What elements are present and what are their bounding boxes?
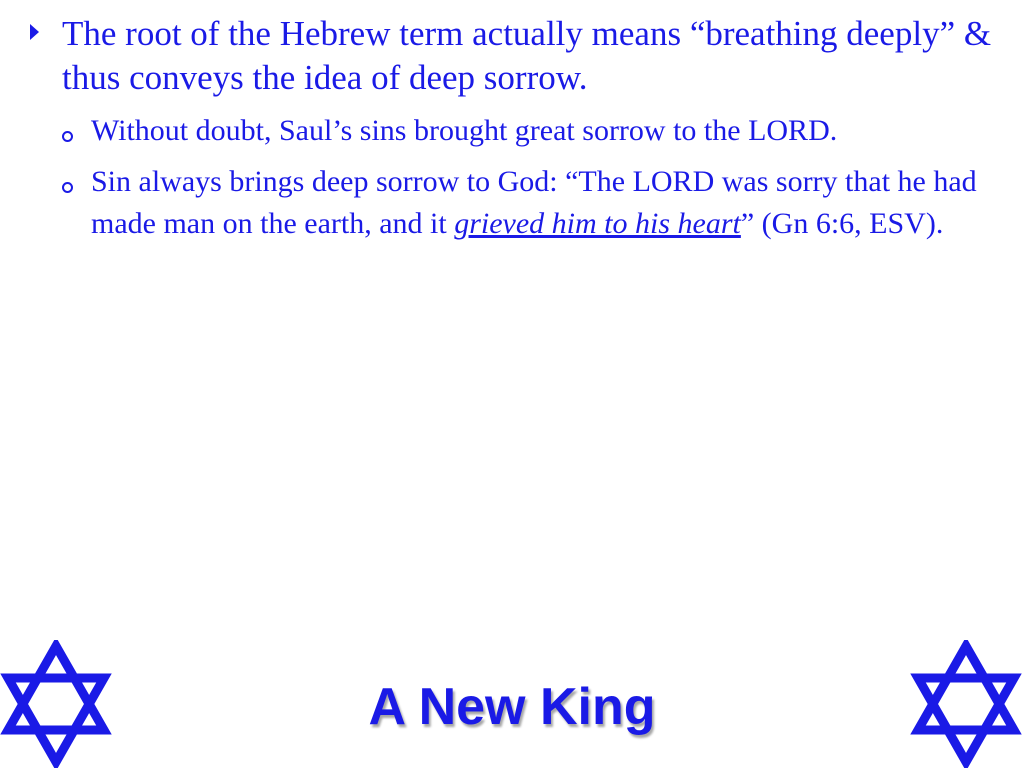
- sub-bullet-text: Sin always brings deep sorrow to God: “The LORD was sorry that he had made man on the earth, and it: [91, 165, 977, 240]
- sub-bullet-circle-icon: [62, 131, 73, 142]
- bullet-hebrew-root: [62, 12, 1002, 100]
- sub-bullet-text: Without doubt, Saul’s sins brought great sorrow to the LORD.: [91, 114, 838, 147]
- sub-bullet-circle-icon: [62, 182, 73, 193]
- star-of-david-icon: [910, 640, 1022, 768]
- slide-title: A New King: [368, 678, 656, 736]
- bullet-arrow-icon: [30, 24, 39, 40]
- sub-bullet-sauls-sins: [91, 110, 991, 152]
- sub-bullet-genesis-quote: [91, 161, 991, 245]
- bullet-text: The root of the Hebrew term actually means “breathing deeply” & thus conveys the idea of deep sorrow.: [62, 14, 992, 97]
- sub-bullet-citation: ” (Gn 6:6, ESV).: [740, 207, 944, 240]
- quote-emphasis: grieved him to his heart: [454, 207, 741, 240]
